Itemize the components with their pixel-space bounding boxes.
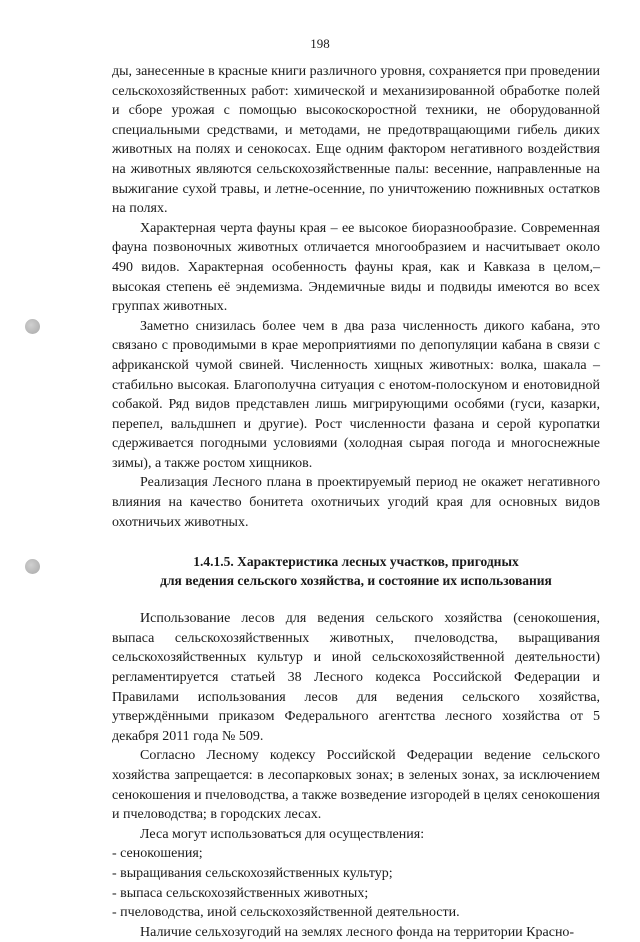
- paragraph: Согласно Лесному кодексу Российской Федерации ведение сельского хозяйства запрещается: в лесопарковых зонах; в зеленых зонах, за исключением сенокошения и пчеловодства, а также возведение изгородей в целях сенокошения и пчеловодства; в городских лесах.: [112, 748, 600, 823]
- paragraph: ды, занесенные в красные книги различного уровня, сохраняется при проведении сельскохозяйственных работ: химической и механизированной обработке полей и сборе урожая с помощью высокоскоростной техники, не оборудованной специальными средствами, и методами, не предотвращающими гибель диких животных на полях и сенокосах. Еще одним фактором негативного воздействия на животных являются сельскохозяйственные палы: весенние, направленные на выжигание сухой травы, и летне-осенние, по уничтожению пожнивных остатков на полях.: [112, 64, 600, 217]
- list-item: - пчеловодства, иной сельскохозяйственной деятельности.: [112, 905, 460, 921]
- usage-list: [112, 844, 600, 922]
- paragraph: Леса могут использоваться для осуществления:: [140, 826, 425, 842]
- binder-hole-top: [25, 319, 40, 334]
- page-number: 198: [310, 36, 330, 51]
- list-item: - сенокошения;: [112, 846, 203, 862]
- document-body: [112, 62, 600, 942]
- section-heading-line2: для ведения сельского хозяйства, и состояние их использования: [160, 573, 552, 589]
- section-heading: [112, 552, 600, 590]
- paragraph: Использование лесов для ведения сельского хозяйства (сенокошения, выпаса сельскохозяйственных животных, пчеловодства, выращивания сельскохозяйственных культур и иной сельскохозяйственной деятельности) регламентируется статьей 38 Лесного кодекса Российской Федерации и Правилами использования лесов для ведения сельского хозяйства, утверждёнными приказом Федерального агентства лесного хозяйства от 5 декабря 2011 года № 509.: [112, 611, 600, 744]
- binder-hole-bottom: [25, 559, 40, 574]
- list-item: - выращивания сельскохозяйственных культур;: [112, 865, 393, 881]
- paragraph: Характерная черта фауны края – ее высокое биоразнообразие. Современная фауна позвоночных животных отличается многообразием и насчитывает около 490 видов. Характерная особенность фауны края, как и Кавказа в целом,– высокая степень её эндемизма. Эндемичные виды и подвиды имеются во всех группах животных.: [112, 220, 600, 315]
- list-item: - выпаса сельскохозяйственных животных;: [112, 885, 369, 901]
- paragraph: Заметно снизилась более чем в два раза численность дикого кабана, это связано с проводимыми в крае мероприятиями по депопуляции кабана в связи с африканской чумой свиней. Численность хищных животных: волка, шакала – стабильно высокая. Благополучна ситуация с енотом-полоскуном и енотовидной собакой. Ряд видов представлен лишь мигрирующими особями (гуси, казарки, перепел, вальдшнеп и другие). Рост численности фазана и серой куропатки сдерживается погодными условиями (холодная сырая погода и многоснежные зимы), а также ростом хищников.: [112, 318, 600, 471]
- paragraph: Реализация Лесного плана в проектируемый период не окажет негативного влияния на качество бонитета охотничьих угодий края для основных видов охотничьих животных.: [112, 475, 600, 530]
- section-heading-line1: 1.4.1.5. Характеристика лесных участков, пригодных: [193, 554, 519, 570]
- paragraph: Наличие сельхозугодий на землях лесного фонда на территории Красно-: [140, 924, 575, 940]
